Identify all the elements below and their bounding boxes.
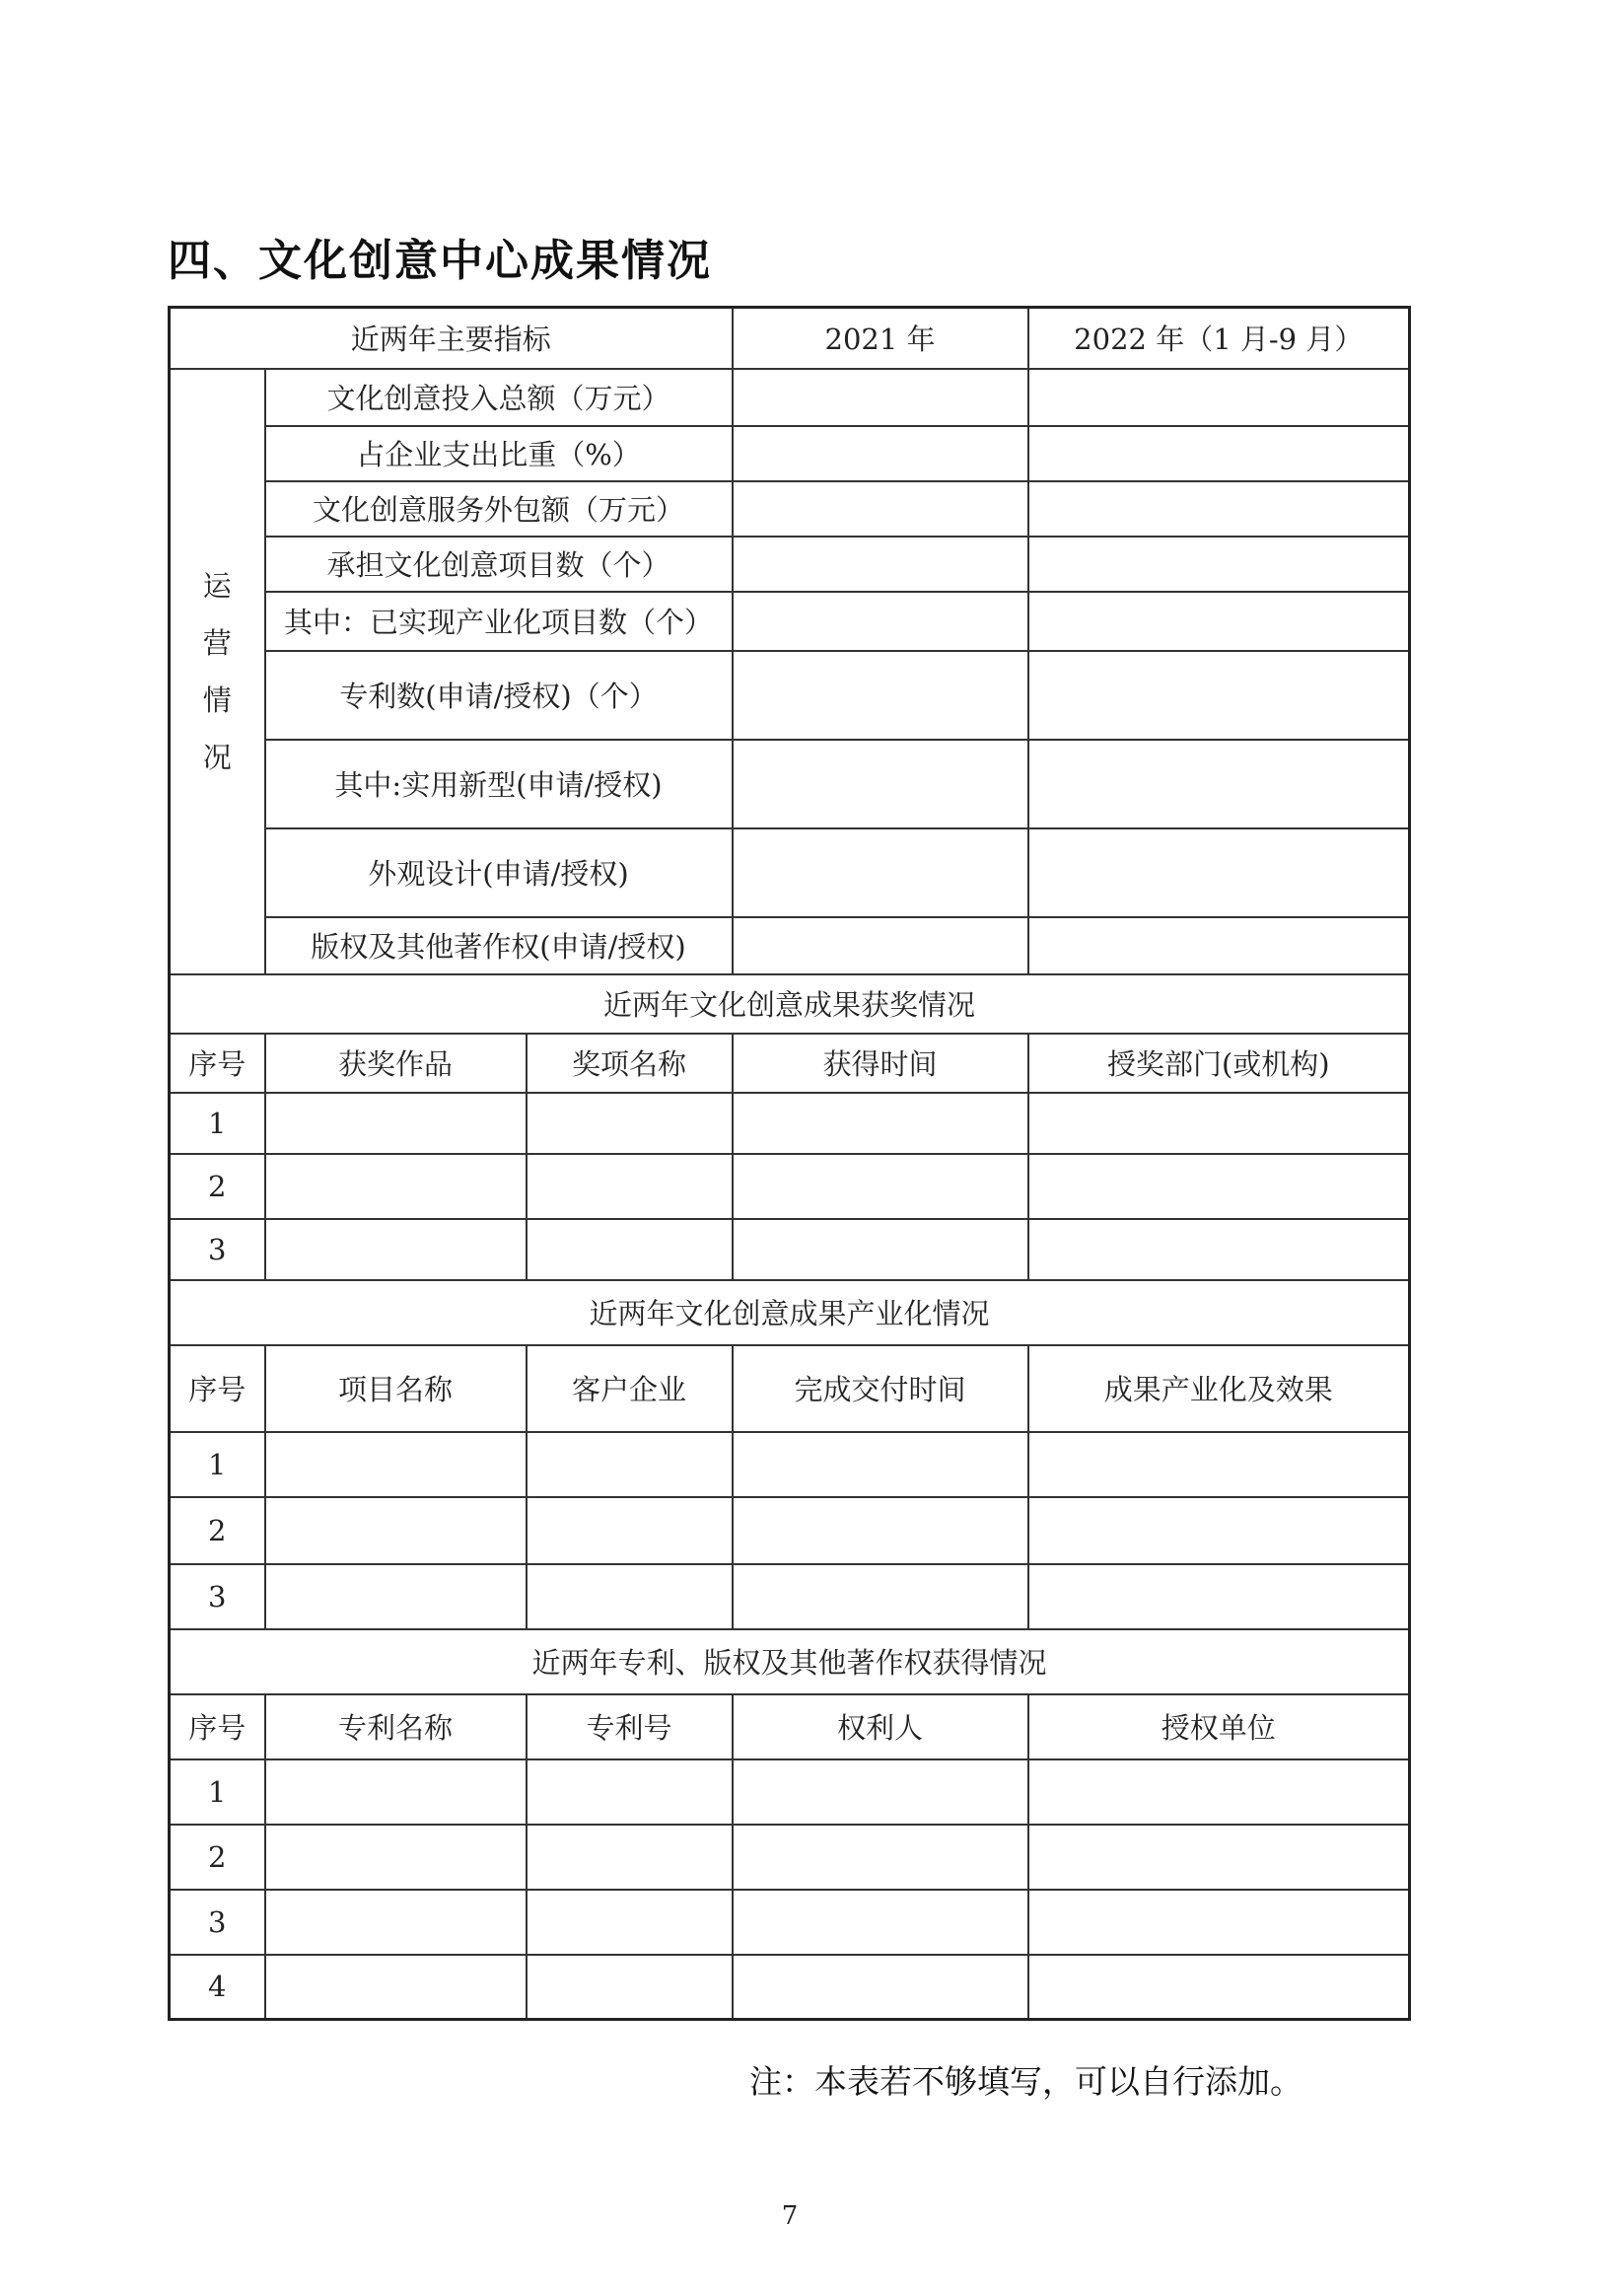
entry-cell[interactable] [733, 1564, 1028, 1629]
entry-cell[interactable] [733, 1759, 1028, 1825]
value-cell-2021[interactable] [733, 917, 1028, 974]
industrialization-section-title: 近两年文化创意成果产业化情况 [170, 1280, 1410, 1345]
indicator-label: 文化创意服务外包额（万元） [265, 481, 733, 537]
column-header: 客户企业 [527, 1345, 733, 1432]
entry-cell[interactable] [1028, 1825, 1410, 1890]
entry-cell[interactable] [527, 1890, 733, 1955]
table-row [170, 1825, 1410, 1890]
indicator-row [170, 537, 1410, 592]
entry-cell[interactable] [1028, 1432, 1410, 1497]
row-number: 1 [170, 1759, 265, 1825]
indicator-row [170, 592, 1410, 651]
entry-cell[interactable] [1028, 1497, 1410, 1564]
entry-cell[interactable] [733, 1432, 1028, 1497]
value-cell-2022[interactable] [1028, 369, 1410, 426]
entry-cell[interactable] [1028, 1759, 1410, 1825]
column-header: 专利号 [527, 1694, 733, 1759]
column-header: 序号 [170, 1694, 265, 1759]
value-cell-2021[interactable] [733, 828, 1028, 917]
entry-cell[interactable] [527, 1154, 733, 1219]
entry-cell[interactable] [527, 1093, 733, 1154]
indicator-label: 其中：已实现产业化项目数（个） [265, 592, 733, 651]
footnote: 注：本表若不够填写，可以自行添加。 [749, 2062, 1302, 2101]
operations-group-label: 运 营 情 况 [170, 369, 265, 974]
value-cell-2022[interactable] [1028, 917, 1410, 974]
indicator-row [170, 651, 1410, 740]
entry-cell[interactable] [733, 1497, 1028, 1564]
table-row [170, 1955, 1410, 2020]
awards-section-row [170, 974, 1410, 1034]
page-number: 7 [781, 2201, 799, 2231]
table-row [170, 1759, 1410, 1825]
column-header: 完成交付时间 [733, 1345, 1028, 1432]
patents-header-row [170, 1694, 1410, 1759]
row-number: 1 [170, 1093, 265, 1154]
row-number: 3 [170, 1564, 265, 1629]
indicator-row [170, 740, 1410, 828]
entry-cell[interactable] [527, 1825, 733, 1890]
table-row [170, 1497, 1410, 1564]
column-header: 获奖作品 [265, 1034, 527, 1093]
entry-cell[interactable] [265, 1955, 527, 2020]
indicators-header-row [170, 308, 1410, 369]
entry-cell[interactable] [733, 1093, 1028, 1154]
industrialization-section-row [170, 1280, 1410, 1345]
entry-cell[interactable] [265, 1093, 527, 1154]
table-row [170, 1564, 1410, 1629]
entry-cell[interactable] [265, 1219, 527, 1280]
entry-cell[interactable] [527, 1497, 733, 1564]
row-number: 2 [170, 1825, 265, 1890]
indicator-row [170, 917, 1410, 974]
column-header: 奖项名称 [527, 1034, 733, 1093]
indicators-header-label: 近两年主要指标 [170, 308, 733, 369]
column-header: 获得时间 [733, 1034, 1028, 1093]
row-number: 2 [170, 1154, 265, 1219]
entry-cell[interactable] [265, 1759, 527, 1825]
entry-cell[interactable] [527, 1219, 733, 1280]
value-cell-2022[interactable] [1028, 481, 1410, 537]
entry-cell[interactable] [527, 1759, 733, 1825]
row-number: 3 [170, 1219, 265, 1280]
indicator-row [170, 426, 1410, 481]
entry-cell[interactable] [265, 1825, 527, 1890]
column-header: 序号 [170, 1345, 265, 1432]
entry-cell[interactable] [1028, 1890, 1410, 1955]
value-cell-2021[interactable] [733, 481, 1028, 537]
entry-cell[interactable] [1028, 1219, 1410, 1280]
entry-cell[interactable] [733, 1154, 1028, 1219]
entry-cell[interactable] [733, 1825, 1028, 1890]
achievement-form-table [168, 306, 1411, 2021]
value-cell-2022[interactable] [1028, 426, 1410, 481]
entry-cell[interactable] [1028, 1955, 1410, 2020]
section-title: 四、文化创意中心成果情况 [168, 236, 712, 286]
entry-cell[interactable] [527, 1432, 733, 1497]
entry-cell[interactable] [527, 1955, 733, 2020]
value-cell-2022[interactable] [1028, 651, 1410, 740]
value-cell-2021[interactable] [733, 651, 1028, 740]
column-header: 授权单位 [1028, 1694, 1410, 1759]
col-2022-header: 2022 年（1 月-9 月） [1028, 308, 1410, 369]
column-header: 授奖部门(或机构) [1028, 1034, 1410, 1093]
value-cell-2022[interactable] [1028, 740, 1410, 828]
entry-cell[interactable] [1028, 1564, 1410, 1629]
entry-cell[interactable] [265, 1154, 527, 1219]
indicator-row [170, 481, 1410, 537]
value-cell-2021[interactable] [733, 592, 1028, 651]
industrialization-header-row [170, 1345, 1410, 1432]
value-cell-2021[interactable] [733, 369, 1028, 426]
column-header: 专利名称 [265, 1694, 527, 1759]
table-row [170, 1154, 1410, 1219]
column-header: 成果产业化及效果 [1028, 1345, 1410, 1432]
awards-section-title: 近两年文化创意成果获奖情况 [170, 974, 1410, 1034]
indicator-row [170, 369, 1410, 426]
row-number: 1 [170, 1432, 265, 1497]
table-row [170, 1890, 1410, 1955]
table-row [170, 1093, 1410, 1154]
column-header: 权利人 [733, 1694, 1028, 1759]
indicator-row [170, 828, 1410, 917]
patents-section-row [170, 1629, 1410, 1694]
entry-cell[interactable] [733, 1955, 1028, 2020]
awards-header-row [170, 1034, 1410, 1093]
indicator-label: 外观设计(申请/授权) [265, 828, 733, 917]
column-header: 项目名称 [265, 1345, 527, 1432]
entry-cell[interactable] [733, 1890, 1028, 1955]
entry-cell[interactable] [1028, 1093, 1410, 1154]
table-row [170, 1432, 1410, 1497]
patents-section-title: 近两年专利、版权及其他著作权获得情况 [170, 1629, 1410, 1694]
entry-cell[interactable] [733, 1219, 1028, 1280]
column-header: 序号 [170, 1034, 265, 1093]
value-cell-2021[interactable] [733, 426, 1028, 481]
entry-cell[interactable] [527, 1564, 733, 1629]
value-cell-2022[interactable] [1028, 828, 1410, 917]
entry-cell[interactable] [1028, 1154, 1410, 1219]
entry-cell[interactable] [265, 1432, 527, 1497]
value-cell-2022[interactable] [1028, 537, 1410, 592]
indicator-label: 文化创意投入总额（万元） [265, 369, 733, 426]
indicator-label: 专利数(申请/授权)（个） [265, 651, 733, 740]
table-row [170, 1219, 1410, 1280]
value-cell-2022[interactable] [1028, 592, 1410, 651]
indicator-label: 版权及其他著作权(申请/授权) [265, 917, 733, 974]
indicator-label: 其中:实用新型(申请/授权) [265, 740, 733, 828]
row-number: 4 [170, 1955, 265, 2020]
col-2021-header: 2021 年 [733, 308, 1028, 369]
value-cell-2021[interactable] [733, 537, 1028, 592]
indicator-label: 占企业支出比重（%） [265, 426, 733, 481]
value-cell-2021[interactable] [733, 740, 1028, 828]
row-number: 3 [170, 1890, 265, 1955]
indicator-label: 承担文化创意项目数（个） [265, 537, 733, 592]
entry-cell[interactable] [265, 1890, 527, 1955]
row-number: 2 [170, 1497, 265, 1564]
entry-cell[interactable] [265, 1564, 527, 1629]
entry-cell[interactable] [265, 1497, 527, 1564]
